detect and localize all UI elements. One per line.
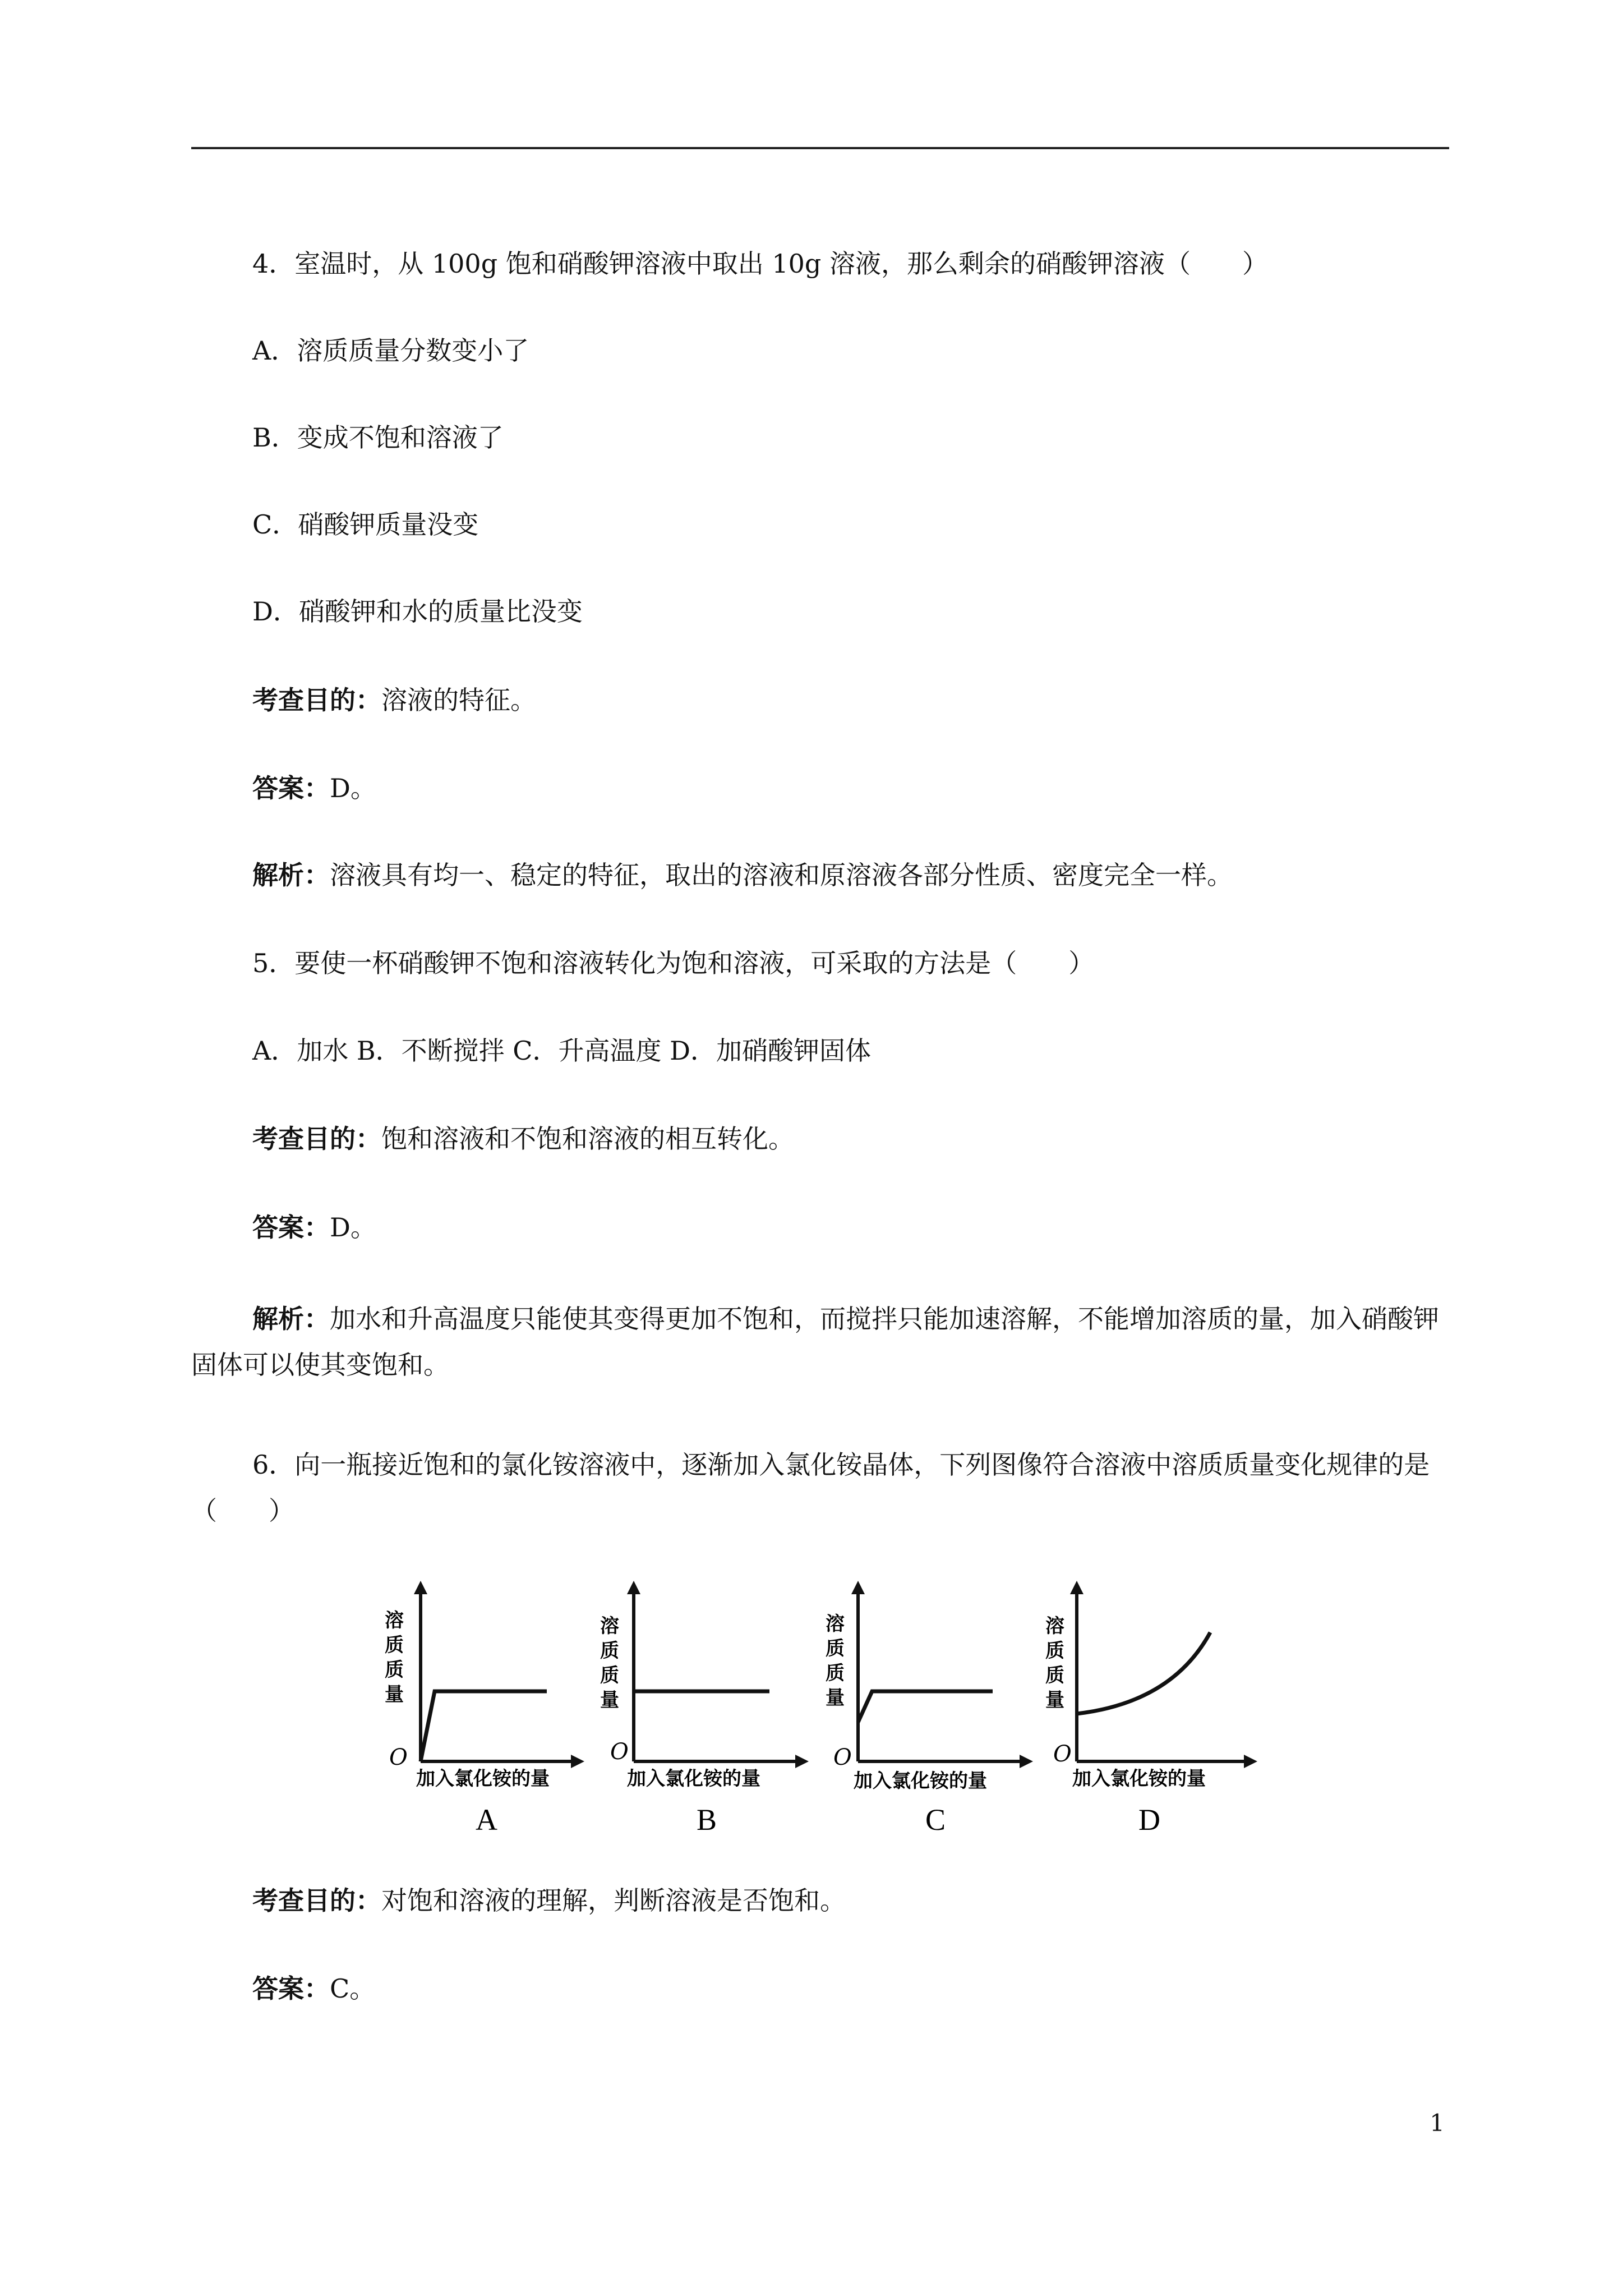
- graph-c-curve: [858, 1691, 993, 1722]
- graph-a-ylabel-3: 质: [385, 1659, 404, 1681]
- q6-graphs-figure: [365, 1576, 1262, 1846]
- q5-answer: 答案：D。: [252, 1212, 376, 1243]
- header-rule: [191, 147, 1449, 149]
- q4-aim: 考查目的：溶液的特征。: [252, 685, 536, 715]
- graph-c-ylabel-2: 质: [826, 1637, 845, 1660]
- q5-stem: 5．要使一杯硝酸钾不饱和溶液转化为饱和溶液，可采取的方法是（ ）: [252, 948, 1095, 978]
- graph-c-ylabel-3: 质: [826, 1662, 845, 1685]
- graph-c-origin: O: [833, 1745, 852, 1770]
- graph-b-ylabel-3: 质: [600, 1664, 619, 1687]
- graph-c: [826, 1588, 1026, 1837]
- graph-d-xlabel: 加入氯化铵的量: [1072, 1768, 1206, 1790]
- graph-d-ylabel-2: 质: [1045, 1640, 1064, 1662]
- graph-d-origin: O: [1053, 1741, 1072, 1767]
- graph-d-ylabel-3: 质: [1045, 1664, 1064, 1687]
- q4-answer: 答案：D。: [252, 773, 376, 803]
- q4-option-b: B．变成不饱和溶液了: [252, 422, 504, 453]
- q4-option-a: A．溶质质量分数变小了: [252, 335, 529, 366]
- q4-option-c: C．硝酸钾质量没变: [252, 509, 479, 540]
- graph-a-ylabel-2: 质: [385, 1634, 404, 1657]
- graph-c-letter: C: [925, 1803, 946, 1837]
- graph-d-ylabel-1: 溶: [1045, 1615, 1064, 1637]
- q5-options: A．加水 B．不断搅拌 C．升高温度 D．加硝酸钾固体: [252, 1036, 871, 1066]
- graph-c-ylabel-4: 量: [826, 1687, 845, 1709]
- graph-a-ylabel-4: 量: [385, 1683, 404, 1706]
- q4-option-d: D．硝酸钾和水的质量比没变: [252, 596, 583, 627]
- page-number: 1: [1430, 2109, 1445, 2137]
- graph-b-ylabel-4: 量: [600, 1689, 619, 1711]
- graph-a-origin: O: [389, 1745, 408, 1770]
- graph-d-ylabel-4: 量: [1045, 1689, 1064, 1711]
- graph-b-origin: O: [610, 1739, 629, 1765]
- q5-aim: 考查目的：饱和溶液和不饱和溶液的相互转化。: [252, 1124, 794, 1154]
- graph-b-ylabel-1: 溶: [600, 1615, 619, 1637]
- graph-c-ylabel-1: 溶: [826, 1613, 845, 1635]
- graph-d: [1045, 1588, 1251, 1837]
- q6-graphs-svg: [365, 1576, 1262, 1846]
- graph-a-curve: [421, 1691, 547, 1761]
- graph-b: [600, 1588, 802, 1837]
- q6-stem: 6．向一瓶接近饱和的氯化铵溶液中，逐渐加入氯化铵晶体，下列图像符合溶液中溶质质量变化规律的是 （ ）: [191, 1450, 1456, 1526]
- graph-a-ylabel-1: 溶: [385, 1609, 404, 1632]
- graph-b-ylabel-2: 质: [600, 1640, 619, 1662]
- q6-aim: 考查目的：对饱和溶液的理解，判断溶液是否饱和。: [252, 1885, 846, 1916]
- graph-a-letter: A: [476, 1803, 497, 1837]
- graph-a-xlabel: 加入氯化铵的量: [416, 1768, 550, 1790]
- graph-b-xlabel: 加入氯化铵的量: [627, 1768, 760, 1790]
- q4-stem: 4．室温时，从 100g 饱和硝酸钾溶液中取出 10g 溶液，那么剩余的硝酸钾溶液（ ）: [252, 249, 1268, 279]
- graph-d-letter: D: [1138, 1803, 1160, 1837]
- q4-analysis: 解析：溶液具有均一、稳定的特征，取出的溶液和原溶液各部分性质、密度完全一样。: [252, 860, 1233, 890]
- graph-d-curve: [1077, 1632, 1210, 1714]
- q5-analysis: 解析：加水和升高温度只能使其变得更加不饱和，而搅拌只能加速溶解，不能增加溶质的量，加入硝酸钾固体可以使其变饱和。: [191, 1304, 1439, 1380]
- q6-answer: 答案：C。: [252, 1973, 376, 2004]
- graph-c-xlabel: 加入氯化铵的量: [854, 1770, 987, 1792]
- graph-b-letter: B: [697, 1803, 717, 1837]
- graph-a: [385, 1588, 578, 1837]
